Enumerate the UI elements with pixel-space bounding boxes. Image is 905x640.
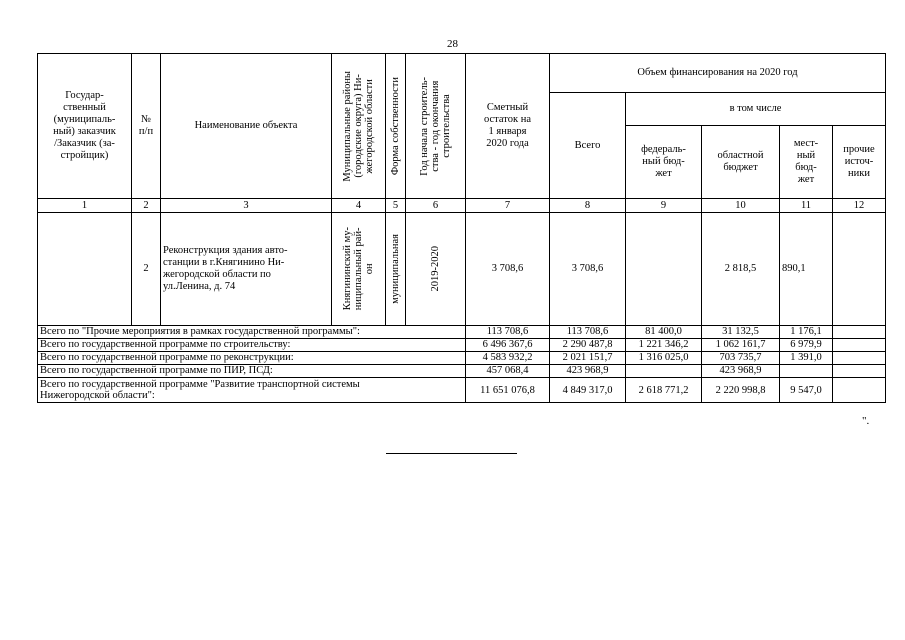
row-federal xyxy=(626,213,702,326)
column-number: 12 xyxy=(833,199,886,213)
header-district: Муниципальные районы (городские округа) Ни- жегородской области xyxy=(332,54,386,199)
column-number: 6 xyxy=(406,199,466,213)
total-label: Всего по государственной программе "Развитие транспортной системы Нижегородской области": xyxy=(38,378,466,403)
table-row xyxy=(38,213,886,326)
total-other xyxy=(833,326,886,339)
closing-quote-mark: ". xyxy=(862,415,870,427)
total-federal: 2 618 771,2 xyxy=(626,378,702,403)
column-number: 4 xyxy=(332,199,386,213)
row-total: 3 708,6 xyxy=(550,213,626,326)
total-estimate: 457 068,4 xyxy=(466,365,550,378)
column-number: 7 xyxy=(466,199,550,213)
total-other xyxy=(833,339,886,352)
page-number: 28 xyxy=(447,38,458,50)
total-regional: 2 220 998,8 xyxy=(702,378,780,403)
total-total: 423 968,9 xyxy=(550,365,626,378)
total-local: 1 391,0 xyxy=(780,352,833,365)
column-number: 5 xyxy=(386,199,406,213)
row-other xyxy=(833,213,886,326)
total-row xyxy=(38,352,886,365)
row-ownership: муниципальная xyxy=(386,213,406,326)
total-label: Всего по "Прочие мероприятия в рамках государственной программы": xyxy=(38,326,466,339)
column-number: 3 xyxy=(161,199,332,213)
header-ownership: Форма собственности xyxy=(386,54,406,199)
total-other xyxy=(833,365,886,378)
total-regional: 423 968,9 xyxy=(702,365,780,378)
total-regional: 31 132,5 xyxy=(702,326,780,339)
total-estimate: 4 583 932,2 xyxy=(466,352,550,365)
row-regional: 2 818,5 xyxy=(702,213,780,326)
row-years: 2019-2020 xyxy=(406,213,466,326)
header-estimate: Сметный остаток на 1 января 2020 года xyxy=(466,54,550,199)
column-number: 11 xyxy=(780,199,833,213)
row-estimate: 3 708,6 xyxy=(466,213,550,326)
row-customer xyxy=(38,213,132,326)
column-number-row xyxy=(38,199,886,213)
column-number: 9 xyxy=(626,199,702,213)
column-number: 2 xyxy=(132,199,161,213)
financing-table xyxy=(37,53,886,403)
header-local: мест- ный бюд- жет xyxy=(780,126,833,199)
header-years: Год начала строитель- ства - год окончания строительства xyxy=(406,54,466,199)
total-estimate: 11 651 076,8 xyxy=(466,378,550,403)
total-row xyxy=(38,339,886,352)
header-total: Всего xyxy=(550,93,626,199)
header-object-name: Наименование объекта xyxy=(161,54,332,199)
row-district: Княгининский му- ниципальный рай- он xyxy=(332,213,386,326)
header-other: прочие источ- ники xyxy=(833,126,886,199)
total-local: 1 176,1 xyxy=(780,326,833,339)
total-regional: 1 062 161,7 xyxy=(702,339,780,352)
total-local: 6 979,9 xyxy=(780,339,833,352)
column-number: 10 xyxy=(702,199,780,213)
header-num: № п/п xyxy=(132,54,161,199)
total-federal xyxy=(626,365,702,378)
total-total: 2 021 151,7 xyxy=(550,352,626,365)
row-local: 890,1 xyxy=(780,213,833,326)
total-local: 9 547,0 xyxy=(780,378,833,403)
total-regional: 703 735,7 xyxy=(702,352,780,365)
total-other xyxy=(833,352,886,365)
total-estimate: 113 708,6 xyxy=(466,326,550,339)
header-federal: федераль- ный бюд- жет xyxy=(626,126,702,199)
divider-line xyxy=(386,453,517,454)
total-estimate: 6 496 367,6 xyxy=(466,339,550,352)
total-federal: 1 221 346,2 xyxy=(626,339,702,352)
column-number: 8 xyxy=(550,199,626,213)
header-regional: областной бюджет xyxy=(702,126,780,199)
total-row xyxy=(38,365,886,378)
header-customer: Государ- ственный (муниципаль- ный) заказчик /Заказчик (за- стройщик) xyxy=(38,54,132,199)
row-num: 2 xyxy=(132,213,161,326)
total-federal: 1 316 025,0 xyxy=(626,352,702,365)
header-including: в том числе xyxy=(626,93,886,126)
total-total: 2 290 487,8 xyxy=(550,339,626,352)
header-volume: Объем финансирования на 2020 год xyxy=(550,54,886,93)
total-federal: 81 400,0 xyxy=(626,326,702,339)
total-row xyxy=(38,378,886,403)
total-label: Всего по государственной программе по реконструкции: xyxy=(38,352,466,365)
row-object-name: Реконструкция здания авто- станции в г.Княгинино Ни- жегородской области по ул.Ленина, д. 74 xyxy=(161,213,332,326)
total-label: Всего по государственной программе по строительству: xyxy=(38,339,466,352)
total-local xyxy=(780,365,833,378)
total-total: 4 849 317,0 xyxy=(550,378,626,403)
total-other xyxy=(833,378,886,403)
column-number: 1 xyxy=(38,199,132,213)
total-label: Всего по государственной программе по ПИР, ПСД: xyxy=(38,365,466,378)
total-total: 113 708,6 xyxy=(550,326,626,339)
total-row xyxy=(38,326,886,339)
